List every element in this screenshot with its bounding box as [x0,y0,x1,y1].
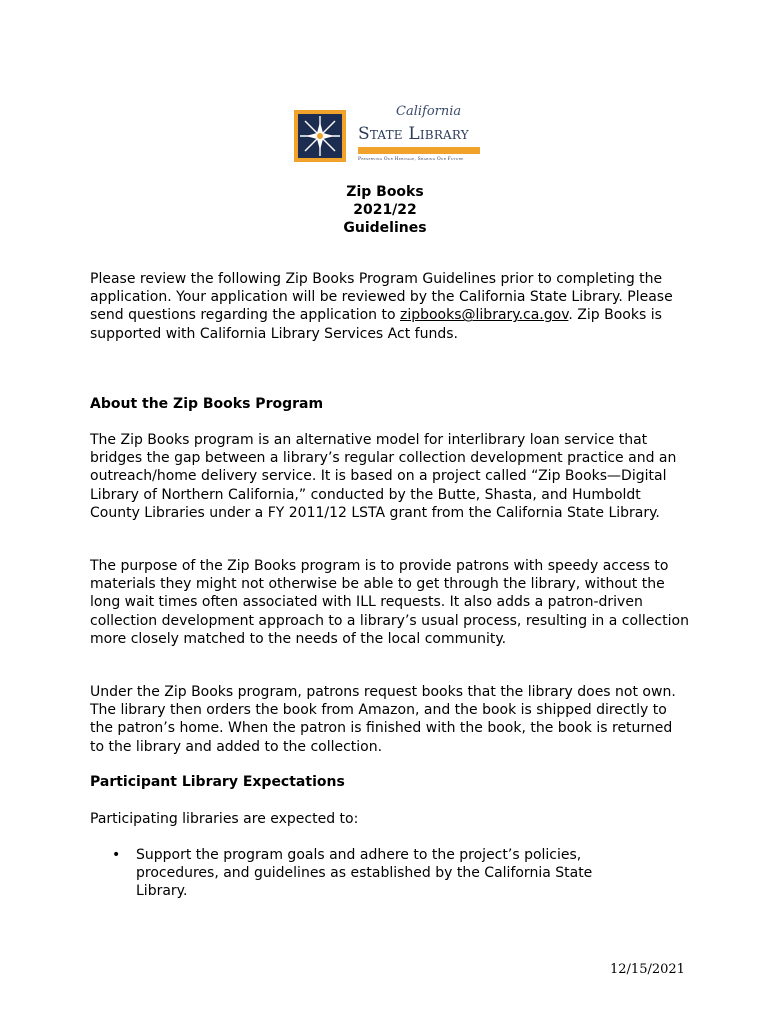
expectations-intro: Participating libraries are expected to: [90,811,359,827]
footer-date: 12/15/2021 [610,962,685,977]
email-link[interactable]: zipbooks@library.ca.gov [399,307,569,324]
logo-script-text: California [396,104,462,119]
star-emblem-icon [294,110,346,162]
intro-text-after-link: . Zip Books is supported with California Library Services Act funds. [90,307,662,342]
expectations-heading: Participant Library Expectations [90,774,345,790]
title-line-1: Zip Books [346,184,424,200]
title-line-3: Guidelines [343,220,427,236]
logo-name-text: State Library [358,124,469,144]
logo-accent-bar [358,147,480,154]
logo-tagline: Preserving Our Heritage, Sharing Our Future [358,157,464,162]
list-item-text: Support the program goals and adhere to the project’s policies, procedures, and guidelines as established by the California State Library. [136,847,593,900]
bullet-icon: • [112,847,121,863]
intro-paragraph [90,270,690,343]
about-paragraph-3: Under the Zip Books program, patrons request books that the library does not own. The library then orders the book from Amazon, and the book is shipped directly to the patron’s home. When the patron is finished with the book, the book is returned to the library and added to the collection. [90,684,676,755]
california-state-library-logo [290,104,490,170]
about-paragraph-2: The purpose of the Zip Books program is to provide patrons with speedy access to materials they might not otherwise be able to get through the library, without the long wait times often associated with ILL requests. It also adds a patron-driven collection development approach to a library’s usual process, resulting in a collection more closely matched to the needs of the local community. [90,558,689,647]
intro-text-before-link: Please review the following Zip Books Program Guidelines prior to completing the application. Your application will be reviewed by the California State Library. Please send questions regarding the application to [90,271,673,324]
about-heading: About the Zip Books Program [90,396,324,412]
title-line-2: 2021/22 [353,202,417,218]
about-paragraph-1: The Zip Books program is an alternative model for interlibrary loan service that bridges the gap between a library’s regular collection development practice and an outreach/home delivery service. It is based on a project called “Zip Books—Digital Library of Northern California,” conducted by the Butte, Shasta, and Humboldt County Libraries under a FY 2011/12 LSTA grant from the California State Library. [90,432,677,521]
